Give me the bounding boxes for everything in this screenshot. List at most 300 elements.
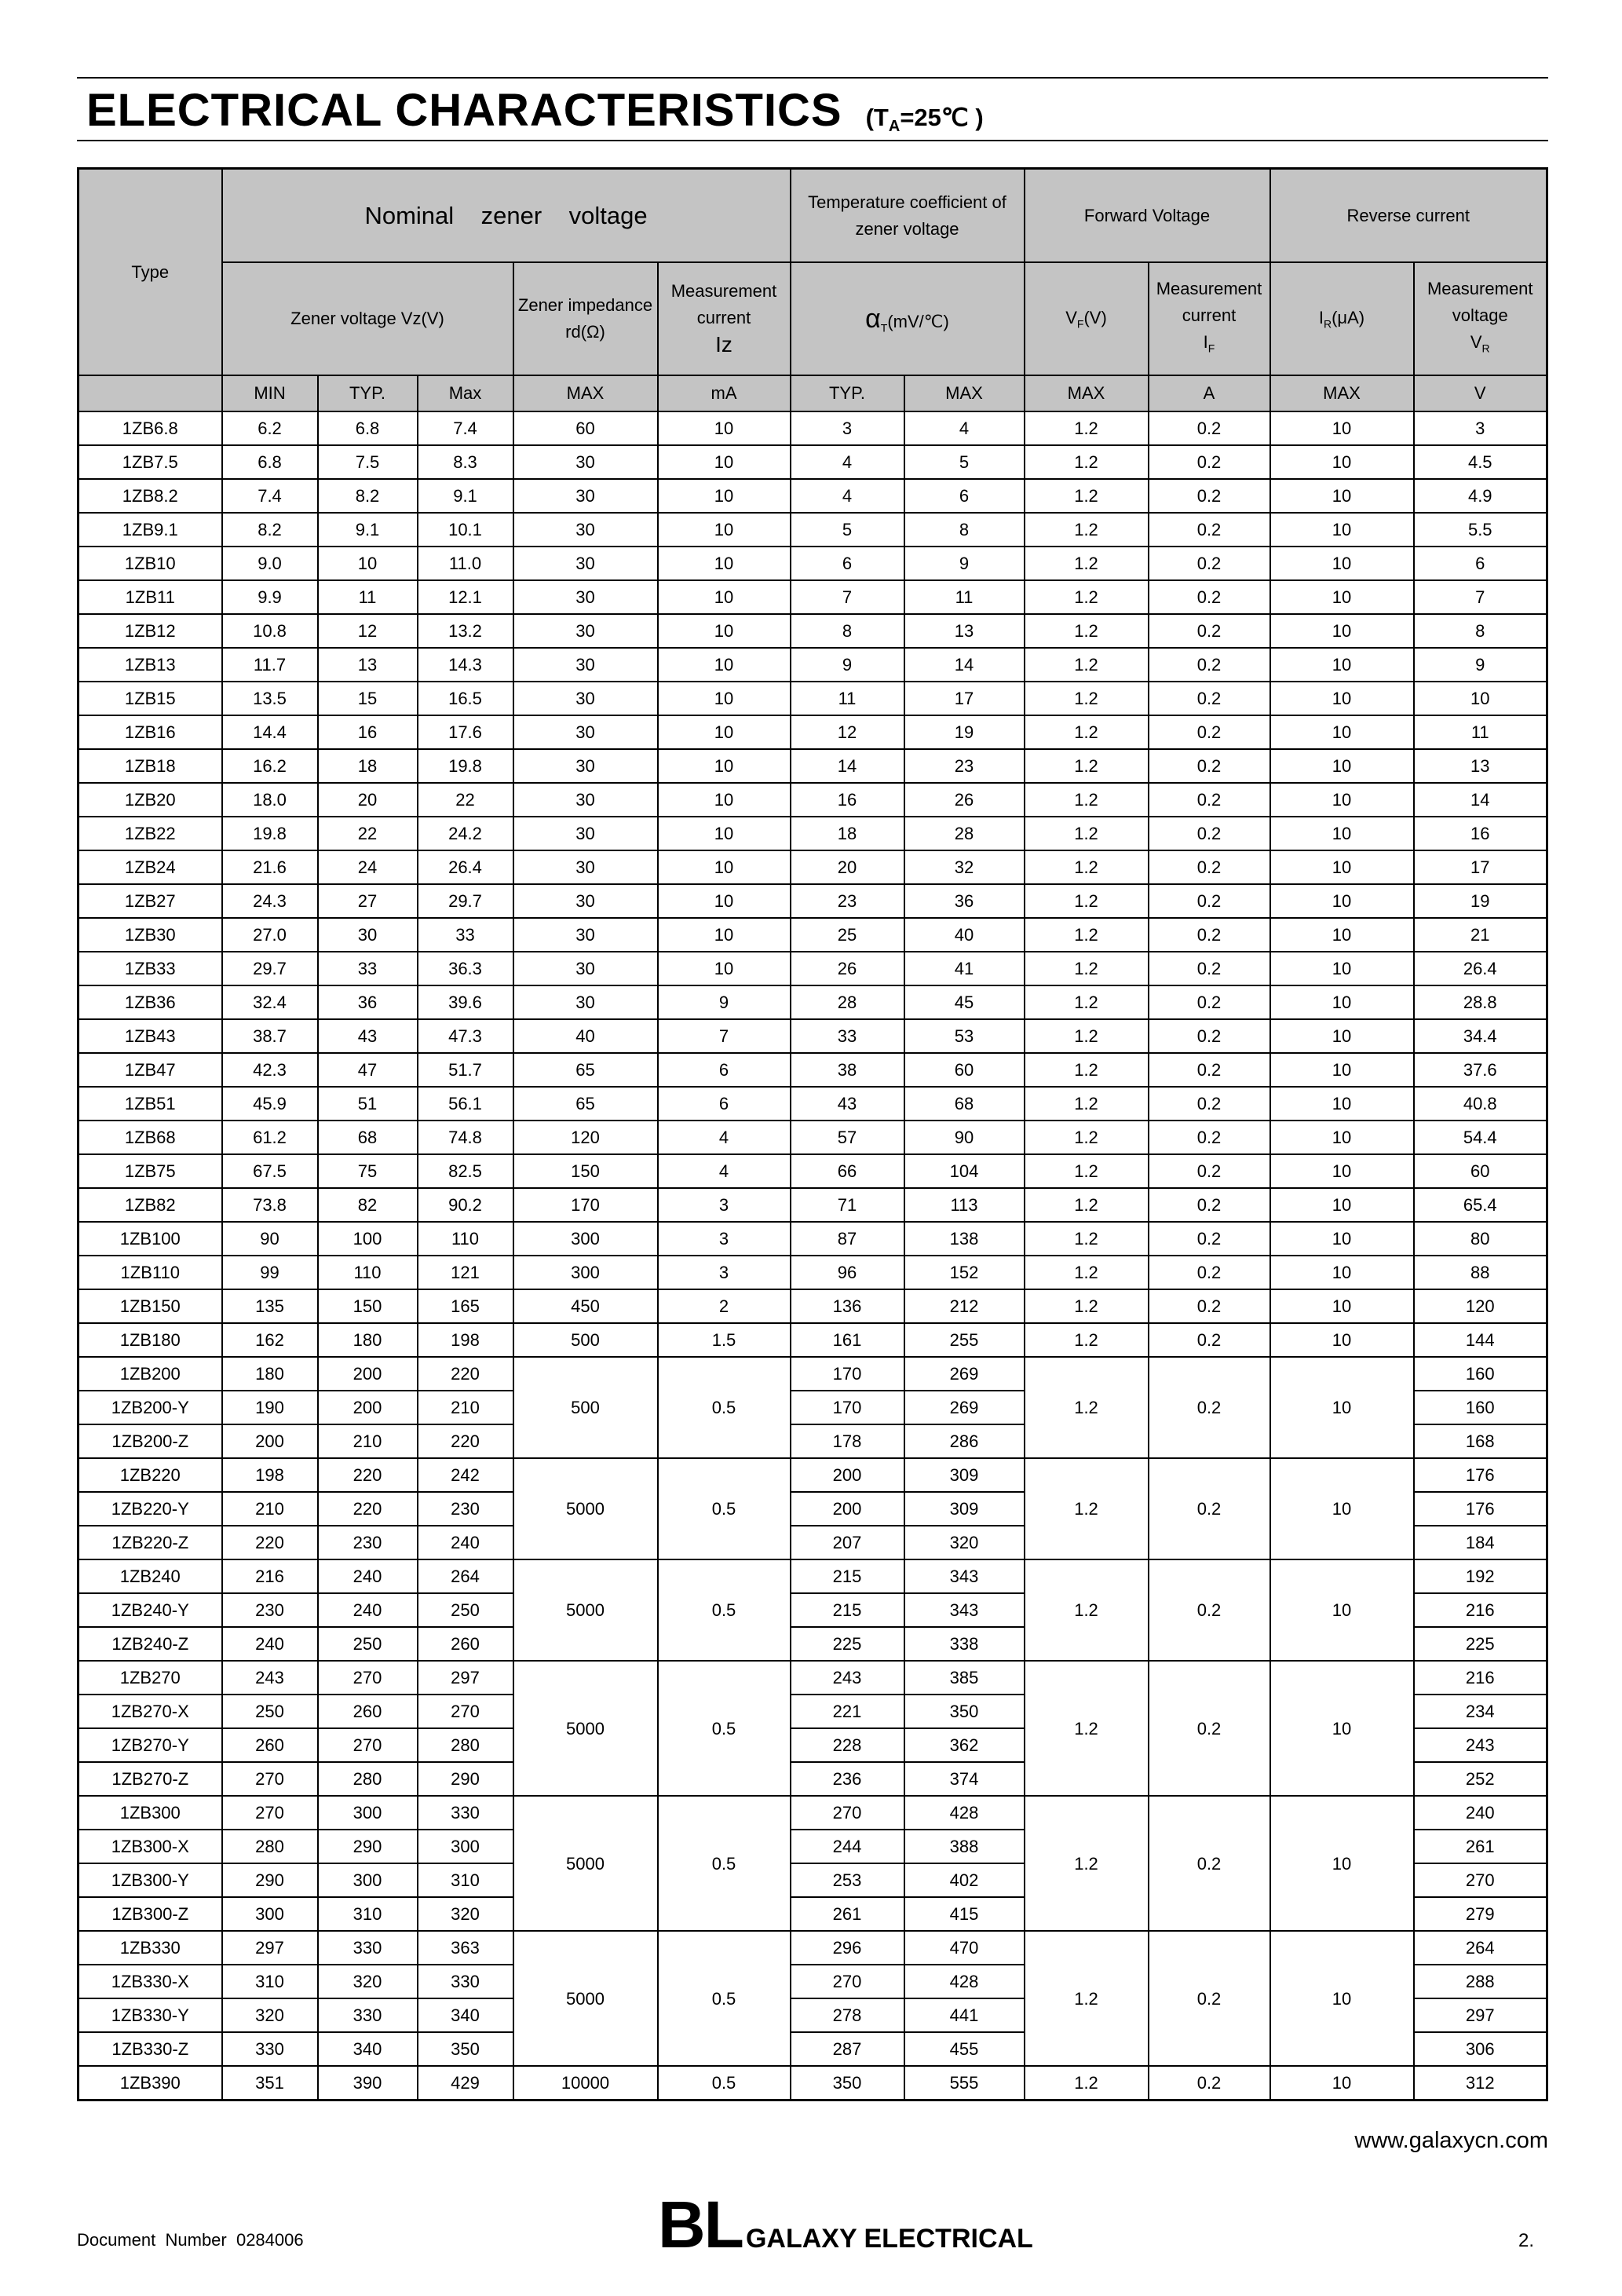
table-cell: 18.0 (222, 783, 318, 817)
table-cell: 10 (1270, 513, 1414, 547)
table-cell: 22 (318, 817, 418, 850)
table-cell: 10 (1270, 952, 1414, 985)
table-cell: 160 (1414, 1357, 1547, 1391)
table-cell: 278 (791, 1998, 904, 2032)
table-cell: 9.1 (318, 513, 418, 547)
table-cell: 30 (513, 614, 658, 648)
table-cell: 14 (791, 749, 904, 783)
logo-company-name: GALAXY ELECTRICAL (745, 2224, 1033, 2254)
table-cell: 67.5 (222, 1154, 318, 1188)
type-cell: 1ZB330-Y (79, 1998, 222, 2032)
table-cell: 10 (1270, 1323, 1414, 1357)
type-cell: 1ZB330-Z (79, 2032, 222, 2066)
header-nominal-zener-voltage: Nominal zener voltage (222, 169, 791, 263)
website-url: www.galaxycn.com (1354, 2128, 1548, 2153)
table-cell: 11 (791, 682, 904, 715)
table-cell: 296 (791, 1931, 904, 1965)
table-cell: 215 (791, 1559, 904, 1593)
page-title (86, 83, 984, 138)
table-cell: 9.9 (222, 580, 318, 614)
table-cell: 1.2 (1025, 513, 1149, 547)
type-cell: 1ZB43 (79, 1019, 222, 1053)
table-cell: 10 (1270, 479, 1414, 513)
table-cell: 260 (418, 1627, 513, 1661)
table-cell: 8 (904, 513, 1025, 547)
unit-cell: A (1149, 375, 1270, 411)
table-cell: 428 (904, 1796, 1025, 1830)
table-cell: 0.2 (1149, 1087, 1270, 1121)
table-cell: 221 (791, 1695, 904, 1728)
table-cell: 41 (904, 952, 1025, 985)
table-cell: 21.6 (222, 850, 318, 884)
table-cell: 30 (513, 580, 658, 614)
table-cell: 113 (904, 1188, 1025, 1222)
merged-cell: 0.5 (658, 1357, 791, 1458)
table-row (79, 682, 1547, 715)
table-row (79, 1323, 1547, 1357)
title-condition: ($T_A=25℃$ ) (865, 104, 984, 136)
table-cell: 30 (513, 985, 658, 1019)
table-cell: 9 (904, 547, 1025, 580)
unit-cell: MAX (904, 375, 1025, 411)
table-cell: 200 (222, 1424, 318, 1458)
table-cell: 240 (222, 1627, 318, 1661)
merged-cell: 10 (1270, 1796, 1414, 1931)
table-cell: 26.4 (1414, 952, 1547, 985)
table-cell: 30 (513, 884, 658, 918)
type-cell: 1ZB100 (79, 1222, 222, 1256)
unit-cell: TYP. (791, 375, 904, 411)
table-cell: 234 (1414, 1695, 1547, 1728)
table-cell: 11.7 (222, 648, 318, 682)
type-cell: 1ZB30 (79, 918, 222, 952)
table-cell: 30 (318, 918, 418, 952)
table-cell: 269 (904, 1391, 1025, 1424)
table-row (79, 1121, 1547, 1154)
table-cell: 7.4 (222, 479, 318, 513)
type-cell: 1ZB300-X (79, 1830, 222, 1863)
table-cell: 3 (791, 411, 904, 445)
table-cell: 161 (791, 1323, 904, 1357)
merged-cell: 0.5 (658, 1559, 791, 1661)
table-cell: 110 (318, 1256, 418, 1289)
type-cell: 1ZB200 (79, 1357, 222, 1391)
table-cell: 16.5 (418, 682, 513, 715)
table-cell: 9.0 (222, 547, 318, 580)
table-cell: 26.4 (418, 850, 513, 884)
title-rule (77, 140, 1548, 141)
table-cell: 170 (791, 1391, 904, 1424)
table-cell: 10 (1270, 1188, 1414, 1222)
table-cell: 279 (1414, 1897, 1547, 1931)
table-cell: 71 (791, 1188, 904, 1222)
table-cell: 9.1 (418, 479, 513, 513)
merged-cell: 0.2 (1149, 1796, 1270, 1931)
table-row (79, 1053, 1547, 1087)
header-measurement-current: Measurement current Iz (658, 262, 791, 375)
table-cell: 22 (418, 783, 513, 817)
table-cell: 39.6 (418, 985, 513, 1019)
table-cell: 310 (222, 1965, 318, 1998)
table-cell: 1.2 (1025, 985, 1149, 1019)
table-cell: 260 (222, 1728, 318, 1762)
table-cell: 374 (904, 1762, 1025, 1796)
table-cell: 51 (318, 1087, 418, 1121)
table-cell: 10 (1270, 1289, 1414, 1323)
type-cell: 1ZB220-Y (79, 1492, 222, 1526)
merged-cell: 5000 (513, 1458, 658, 1559)
table-cell: 1.2 (1025, 2066, 1149, 2100)
table-cell: 330 (318, 1998, 418, 2032)
table-cell: 120 (513, 1121, 658, 1154)
table-cell: 6.8 (318, 411, 418, 445)
table-cell: 1.2 (1025, 817, 1149, 850)
table-cell: 28 (791, 985, 904, 1019)
table-cell: 40.8 (1414, 1087, 1547, 1121)
type-cell: 1ZB200-Y (79, 1391, 222, 1424)
table-cell: 0.2 (1149, 614, 1270, 648)
table-cell: 261 (1414, 1830, 1547, 1863)
table-cell: 312 (1414, 2066, 1547, 2100)
table-cell: 0.2 (1149, 918, 1270, 952)
table-row (79, 1289, 1547, 1323)
table-cell: 32 (904, 850, 1025, 884)
unit-cell: V (1414, 375, 1547, 411)
table-cell: 270 (1414, 1863, 1547, 1897)
table-row (79, 513, 1547, 547)
table-cell: 51.7 (418, 1053, 513, 1087)
table-cell: 300 (513, 1256, 658, 1289)
table-cell: 1.2 (1025, 648, 1149, 682)
table-cell: 160 (1414, 1391, 1547, 1424)
table-cell: 1.2 (1025, 580, 1149, 614)
table-row (79, 817, 1547, 850)
table-cell: 310 (318, 1897, 418, 1931)
table-cell: 300 (418, 1830, 513, 1863)
table-cell: 26 (904, 783, 1025, 817)
table-cell: 33 (791, 1019, 904, 1053)
type-cell: 1ZB33 (79, 952, 222, 985)
table-cell: 165 (418, 1289, 513, 1323)
table-cell: 90 (904, 1121, 1025, 1154)
table-cell: 82.5 (418, 1154, 513, 1188)
table-cell: 5 (791, 513, 904, 547)
table-cell: 320 (418, 1897, 513, 1931)
type-cell: 1ZB15 (79, 682, 222, 715)
table-cell: 0.2 (1149, 1289, 1270, 1323)
table-cell: 10 (658, 952, 791, 985)
table-cell: 28.8 (1414, 985, 1547, 1019)
table-cell: 3 (1414, 411, 1547, 445)
table-cell: 240 (1414, 1796, 1547, 1830)
table-cell: 1.2 (1025, 682, 1149, 715)
table-cell: 320 (904, 1526, 1025, 1559)
type-cell: 1ZB300 (79, 1796, 222, 1830)
table-cell: 170 (513, 1188, 658, 1222)
table-cell: 350 (418, 2032, 513, 2066)
merged-cell: 10 (1270, 1931, 1414, 2066)
table-cell: 309 (904, 1492, 1025, 1526)
table-cell: 220 (222, 1526, 318, 1559)
table-cell: 8 (791, 614, 904, 648)
table-row (79, 1661, 1547, 1695)
table-cell: 10 (1270, 1154, 1414, 1188)
table-cell: 1.5 (658, 1323, 791, 1357)
table-row (79, 614, 1547, 648)
table-row (79, 1188, 1547, 1222)
table-cell: 33 (318, 952, 418, 985)
table-cell: 200 (318, 1391, 418, 1424)
table-cell: 12 (791, 715, 904, 749)
table-cell: 104 (904, 1154, 1025, 1188)
title-main: ELECTRICAL CHARACTERISTICS (86, 85, 842, 136)
table-cell: 286 (904, 1424, 1025, 1458)
table-cell: 269 (904, 1357, 1025, 1391)
table-cell: 270 (791, 1796, 904, 1830)
page-number: 2. (1518, 2230, 1535, 2251)
table-cell: 1.2 (1025, 1087, 1149, 1121)
table-cell: 470 (904, 1931, 1025, 1965)
table-cell: 6.8 (222, 445, 318, 479)
table-cell: 253 (791, 1863, 904, 1897)
table-cell: 200 (791, 1492, 904, 1526)
table-cell: 225 (1414, 1627, 1547, 1661)
table-cell: 290 (318, 1830, 418, 1863)
table-cell: 19 (904, 715, 1025, 749)
table-cell: 243 (1414, 1728, 1547, 1762)
type-cell: 1ZB16 (79, 715, 222, 749)
table-cell: 1.2 (1025, 952, 1149, 985)
table-cell: 53 (904, 1019, 1025, 1053)
table-cell: 10 (1270, 547, 1414, 580)
type-cell: 1ZB200-Z (79, 1424, 222, 1458)
table-cell: 30 (513, 783, 658, 817)
table-cell: 306 (1414, 2032, 1547, 2066)
table-cell: 90.2 (418, 1188, 513, 1222)
table-cell: 3 (658, 1222, 791, 1256)
table-cell: 351 (222, 2066, 318, 2100)
table-cell: 30 (513, 547, 658, 580)
table-cell: 27.0 (222, 918, 318, 952)
table-cell: 0.2 (1149, 1323, 1270, 1357)
table-cell: 1.2 (1025, 1019, 1149, 1053)
table-cell: 210 (418, 1391, 513, 1424)
table-cell: 38.7 (222, 1019, 318, 1053)
table-cell: 180 (318, 1323, 418, 1357)
table-cell: 100 (318, 1222, 418, 1256)
table-row (79, 749, 1547, 783)
table-cell: 0.2 (1149, 952, 1270, 985)
table-cell: 10 (658, 850, 791, 884)
table-row (79, 580, 1547, 614)
table-cell: 310 (418, 1863, 513, 1897)
table-cell: 38 (791, 1053, 904, 1087)
merged-cell: 0.5 (658, 1458, 791, 1559)
table-cell: 10 (1270, 749, 1414, 783)
table-cell: 1.2 (1025, 1222, 1149, 1256)
table-cell: 30 (513, 918, 658, 952)
merged-cell: 5000 (513, 1796, 658, 1931)
unit-cell: MAX (1025, 375, 1149, 411)
table-cell: 1.2 (1025, 783, 1149, 817)
type-cell: 1ZB18 (79, 749, 222, 783)
table-cell: 270 (791, 1965, 904, 1998)
table-cell: 17 (904, 682, 1025, 715)
table-cell: 0.2 (1149, 513, 1270, 547)
table-cell: 1.2 (1025, 479, 1149, 513)
table-cell: 54.4 (1414, 1121, 1547, 1154)
table-cell: 280 (418, 1728, 513, 1762)
table-cell: 73.8 (222, 1188, 318, 1222)
table-row (79, 1357, 1547, 1391)
table-cell: 178 (791, 1424, 904, 1458)
type-cell: 1ZB390 (79, 2066, 222, 2100)
table-cell: 200 (318, 1357, 418, 1391)
table-cell: 19.8 (418, 749, 513, 783)
table-cell: 11 (318, 580, 418, 614)
table-cell: 10 (1270, 682, 1414, 715)
table-cell: 7 (791, 580, 904, 614)
table-cell: 30 (513, 715, 658, 749)
table-cell: 10 (1270, 1087, 1414, 1121)
table-cell: 43 (318, 1019, 418, 1053)
table-cell: 428 (904, 1965, 1025, 1998)
table-cell: 338 (904, 1627, 1025, 1661)
table-cell: 0.2 (1149, 715, 1270, 749)
table-cell: 455 (904, 2032, 1025, 2066)
header-zener-voltage: Zener voltage Vz(V) (222, 262, 513, 375)
type-cell: 1ZB240-Y (79, 1593, 222, 1627)
table-cell: 0.2 (1149, 479, 1270, 513)
type-cell: 1ZB82 (79, 1188, 222, 1222)
table-cell: 30 (513, 513, 658, 547)
table-cell: 30 (513, 850, 658, 884)
table-cell: 36.3 (418, 952, 513, 985)
table-cell: 340 (418, 1998, 513, 2032)
table-cell: 250 (318, 1627, 418, 1661)
table-cell: 11 (904, 580, 1025, 614)
table-cell: 250 (222, 1695, 318, 1728)
table-cell: 350 (904, 1695, 1025, 1728)
table-cell: 40 (904, 918, 1025, 952)
table-cell: 57 (791, 1121, 904, 1154)
table-cell: 320 (318, 1965, 418, 1998)
table-cell: 29.7 (418, 884, 513, 918)
table-cell: 297 (222, 1931, 318, 1965)
merged-cell: 5000 (513, 1661, 658, 1796)
type-cell: 1ZB240-Z (79, 1627, 222, 1661)
table-cell: 198 (222, 1458, 318, 1492)
unit-cell: mA (658, 375, 791, 411)
table-cell: 60 (1414, 1154, 1547, 1188)
table-cell: 30 (513, 682, 658, 715)
table-cell: 10000 (513, 2066, 658, 2100)
table-cell: 152 (904, 1256, 1025, 1289)
table-cell: 10 (658, 547, 791, 580)
document-number: Document Number 0284006 (77, 2230, 304, 2250)
table-cell: 270 (318, 1661, 418, 1695)
table-cell: 9 (1414, 648, 1547, 682)
table-cell: 10 (1270, 1256, 1414, 1289)
table-cell: 10 (1270, 850, 1414, 884)
table-cell: 1.2 (1025, 1053, 1149, 1087)
header-alpha-t: $\alpha_T(mV/℃)$ (791, 262, 1025, 375)
table-cell: 82 (318, 1188, 418, 1222)
table-cell: 16.2 (222, 749, 318, 783)
type-cell: 1ZB270-X (79, 1695, 222, 1728)
table-row (79, 985, 1547, 1019)
table-cell: 0.2 (1149, 985, 1270, 1019)
table-cell: 10 (1270, 715, 1414, 749)
table-cell: 10 (658, 445, 791, 479)
table-cell: 10 (1270, 817, 1414, 850)
table-cell: 10 (658, 918, 791, 952)
table-cell: 19 (1414, 884, 1547, 918)
header-ir: $I_R(\mu A)$ (1270, 262, 1414, 375)
table-cell: 27 (318, 884, 418, 918)
table-cell: 192 (1414, 1559, 1547, 1593)
table-cell: 68 (904, 1087, 1025, 1121)
table-cell: 10 (658, 513, 791, 547)
table-row (79, 648, 1547, 682)
table-cell: 42.3 (222, 1053, 318, 1087)
table-cell: 230 (418, 1492, 513, 1526)
table-cell: 0.2 (1149, 580, 1270, 614)
merged-cell: 1.2 (1025, 1559, 1149, 1661)
table-cell: 0.2 (1149, 749, 1270, 783)
table-cell: 87 (791, 1222, 904, 1256)
type-cell: 1ZB300-Z (79, 1897, 222, 1931)
table-body (79, 411, 1547, 2100)
table-cell: 5 (904, 445, 1025, 479)
table-cell: 10 (1270, 580, 1414, 614)
merged-cell: 1.2 (1025, 1458, 1149, 1559)
table-cell: 6 (1414, 547, 1547, 580)
table-cell: 0.2 (1149, 1188, 1270, 1222)
table-row (79, 1559, 1547, 1593)
table-cell: 75 (318, 1154, 418, 1188)
table-cell: 10 (658, 715, 791, 749)
table-cell: 280 (318, 1762, 418, 1796)
table-cell: 1.2 (1025, 749, 1149, 783)
table-cell: 1.2 (1025, 850, 1149, 884)
unit-cell: Max (418, 375, 513, 411)
table-cell: 150 (318, 1289, 418, 1323)
table-cell: 65 (513, 1087, 658, 1121)
table-cell: 220 (418, 1424, 513, 1458)
table-cell: 13.2 (418, 614, 513, 648)
table-cell: 215 (791, 1593, 904, 1627)
table-cell: 6 (658, 1087, 791, 1121)
table-cell: 228 (791, 1728, 904, 1762)
table-cell: 65 (513, 1053, 658, 1087)
table-cell: 242 (418, 1458, 513, 1492)
table-cell: 10 (1270, 648, 1414, 682)
table-cell: 30 (513, 817, 658, 850)
table-cell: 320 (222, 1998, 318, 2032)
table-cell: 297 (1414, 1998, 1547, 2032)
table-cell: 270 (222, 1796, 318, 1830)
table-cell: 13.5 (222, 682, 318, 715)
table-cell: 66 (791, 1154, 904, 1188)
table-row (79, 1019, 1547, 1053)
table-cell: 350 (791, 2066, 904, 2100)
table-cell: 309 (904, 1458, 1025, 1492)
table-cell: 0.2 (1149, 648, 1270, 682)
table-cell: 10 (658, 614, 791, 648)
table-cell: 450 (513, 1289, 658, 1323)
table-cell: 288 (1414, 1965, 1547, 1998)
